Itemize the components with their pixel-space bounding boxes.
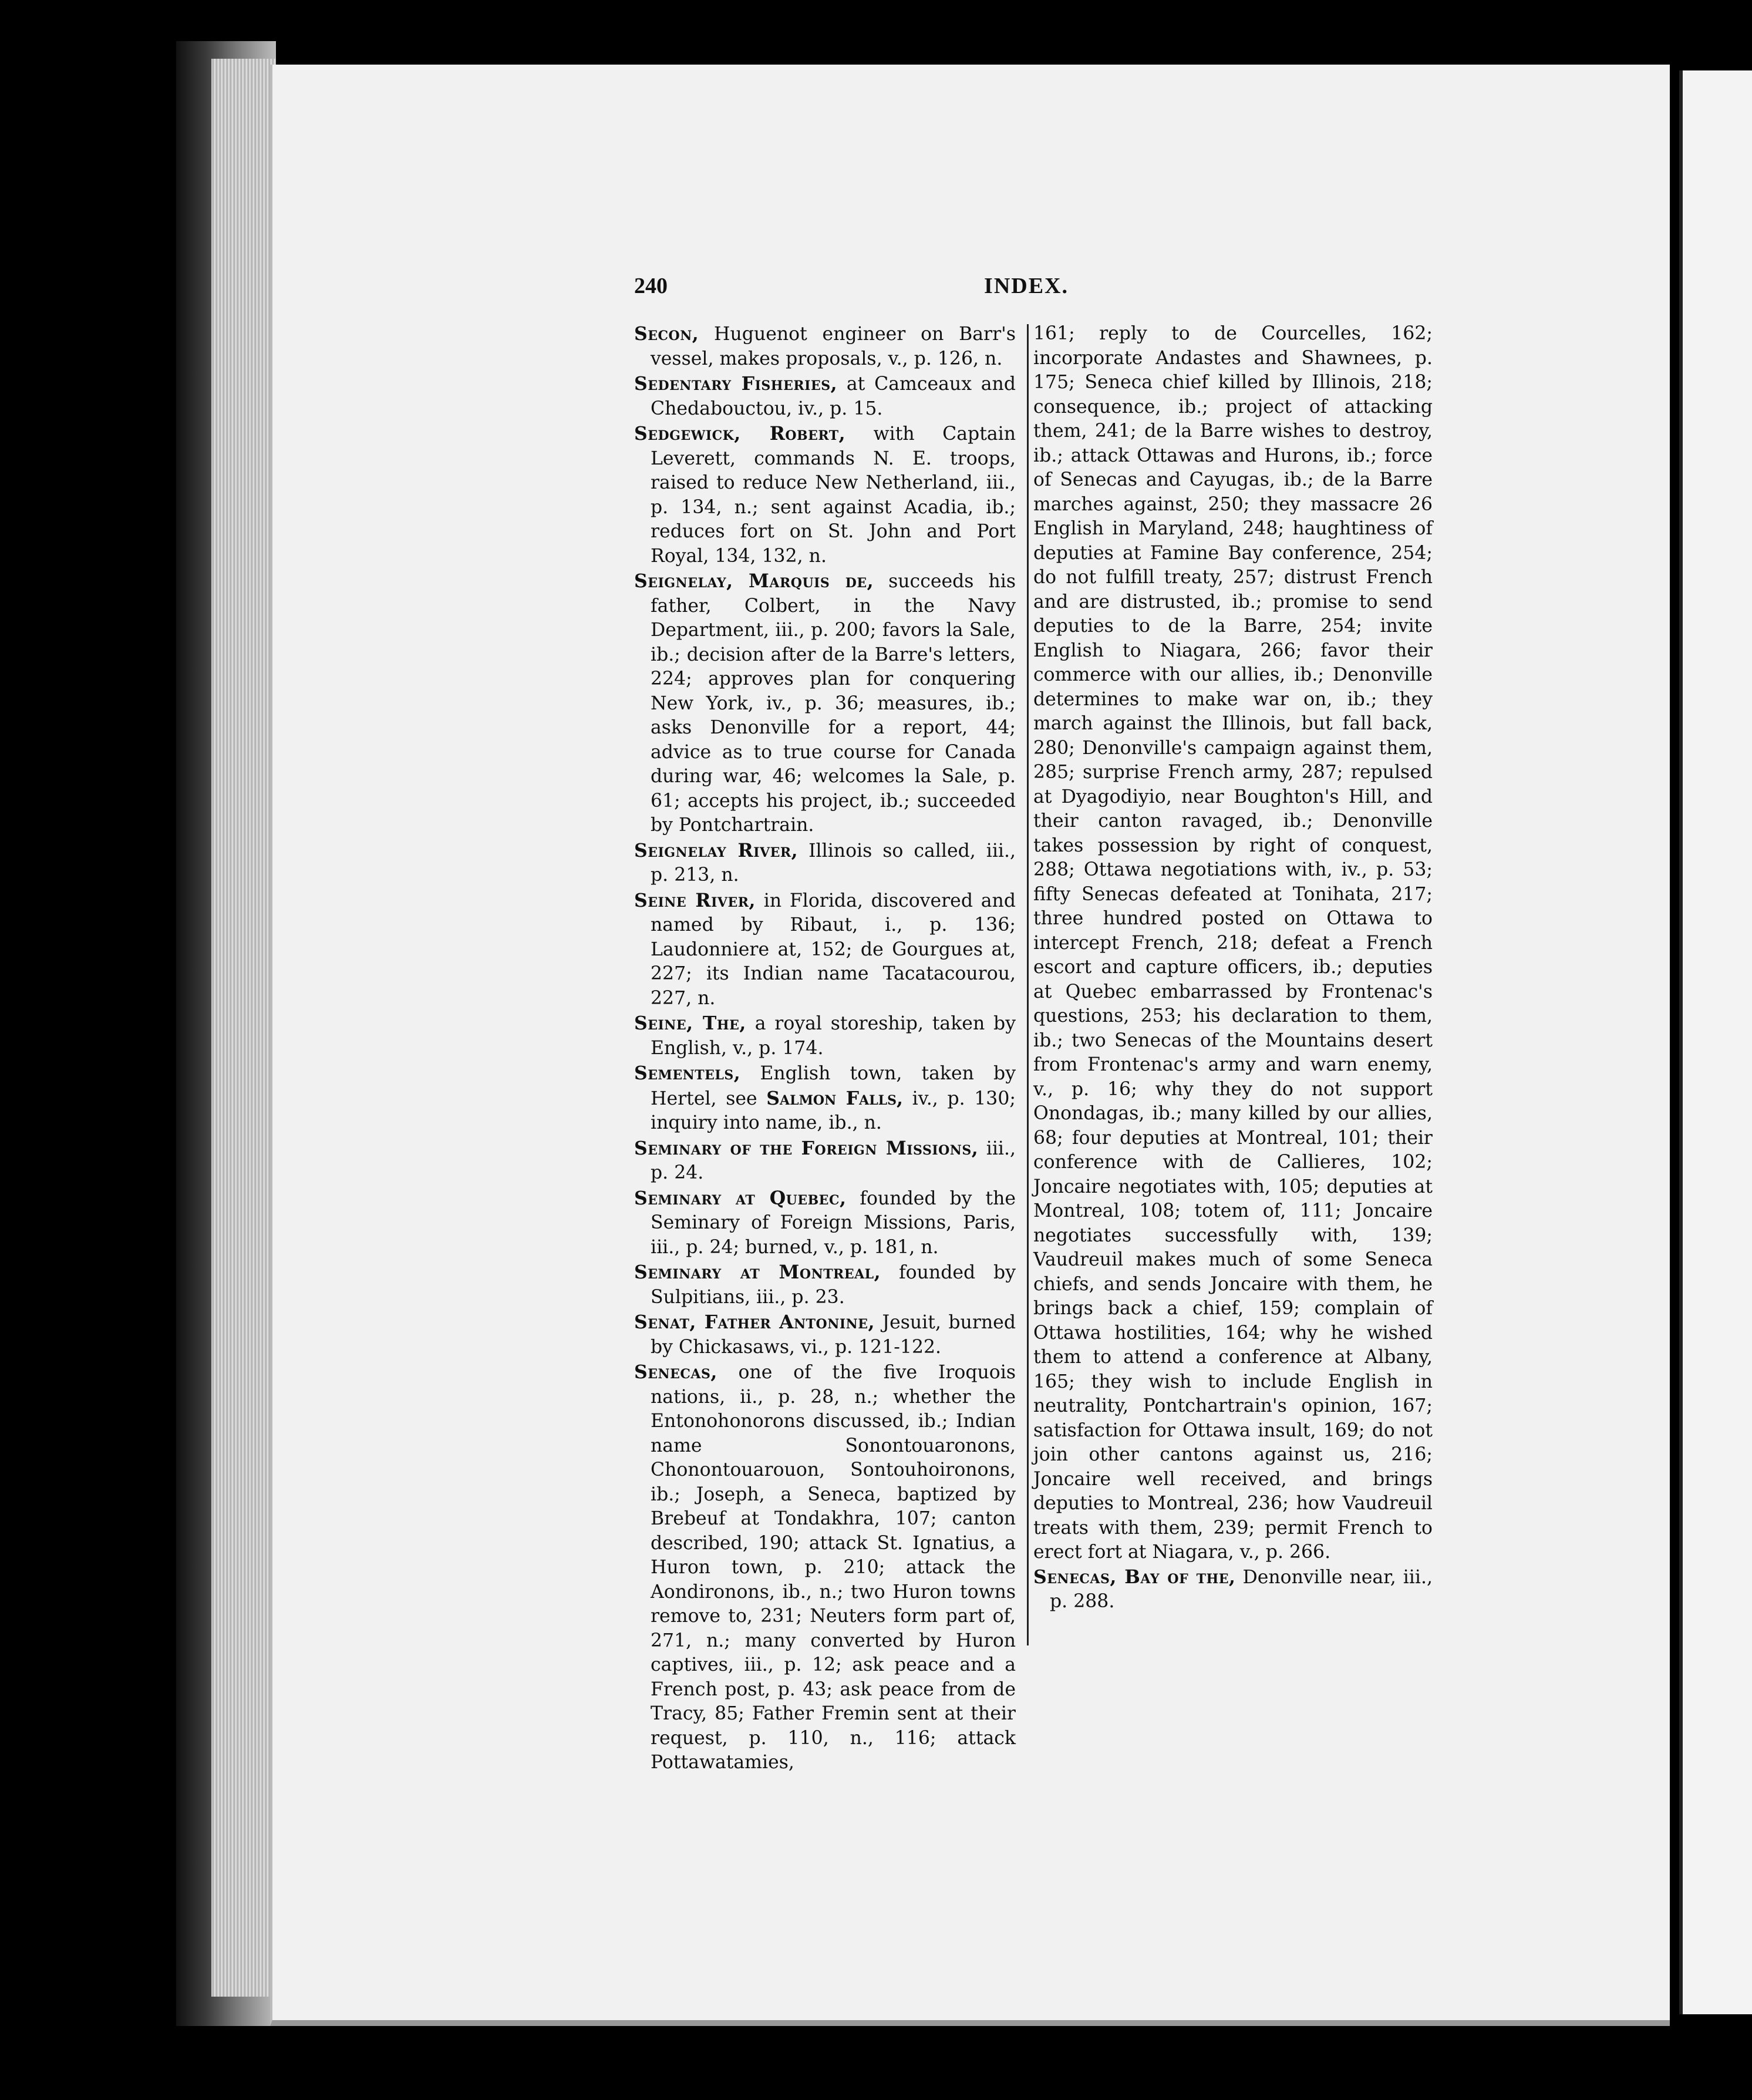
- index-entry-text: a royal storeship, taken by English, v., p. 174.: [651, 1013, 1016, 1059]
- index-entry: [634, 1011, 1016, 1061]
- index-headword: Senecas, Bay of the,: [1033, 1566, 1236, 1588]
- index-column-right: [1033, 322, 1433, 1615]
- index-entry-text: one of the five Iroquois nations, ii., p. 28, n.; whether the Entonohonorons discussed, ib.; Indian name Sonontouaronons, Chonontouarouon, Sontouhoironons, ib.; Joseph, a Seneca, baptized by Brebeuf at Tondakhra, 107; canton described, 190; attack St. Ignatius, a Huron town, p. 210; attack the Aondironons, ib., n.; two Huron towns remove to, 231; Neuters form part of, 271, n.; many converted by Huron captives, iii., p. 12; ask peace and a French post, p. 43; ask peace from de Tracy, 85; Father Fremin sent at their request, p. 110, n., 116; attack Pottawatamies,: [651, 1362, 1016, 1773]
- page-leaf-stack: [211, 59, 276, 1997]
- index-headword: Seignelay, Marquis de,: [634, 570, 874, 592]
- page-header: [634, 273, 1069, 308]
- index-entry-text: Illinois so called, iii., p. 213, n.: [651, 840, 1016, 886]
- page-number: 240: [634, 274, 668, 298]
- index-headword: Seminary at Quebec,: [634, 1187, 847, 1209]
- index-headword: Seignelay River,: [634, 839, 798, 861]
- index-entry: [634, 1260, 1016, 1310]
- running-head: INDEX.: [984, 274, 1069, 298]
- index-entry: [634, 569, 1016, 838]
- index-entry: [634, 322, 1016, 371]
- index-entry: [634, 1186, 1016, 1260]
- index-headword: Seine River,: [634, 889, 756, 911]
- index-entry-text: with Captain Leverett, commands N. E. troops, raised to reduce New Netherland, iii., p. 134, n.; sent against Acadia, ib.; reduces fort on St. John and Port Royal, 134, 132, n.: [651, 423, 1016, 567]
- index-entry: [634, 889, 1016, 1011]
- index-entry-text: 161; reply to de Courcelles, 162; incorporate Andastes and Shawnees, p. 175; Seneca chief killed by Illinois, 218; consequence, ib.; project of attacking them, 241; de la Barre wishes to destroy, ib.; attack Ottawas and Hurons, ib.; force of Senecas and Cayugas, ib.; de la Barre marches against, 250; they massacre 26 English in Maryland, 248; haughtiness of deputies at Famine Bay conference, 254; do not fulfill treaty, 257; distrust French and are distrusted, ib.; promise to send deputies to de la Barre, 254; invite English to Niagara, 266; favor their commerce with our allies, ib.; Denonville determines to make war on, ib.; they march against the Illinois, but fall back, 280; Denonville's campaign against them, 285; surprise French army, 287; repulsed at Dyagodiyio, near Boughton's Hill, and their canton ravaged, ib.; Denonville takes possession by right of conquest, 288; Ottawa negotiations with, iv., p. 53; fifty Senecas defeated at Tonihata, 217; three hundred posted on Ottawa to intercept French, 218; defeat a French escort and capture officers, ib.; deputies at Quebec embarrassed by Frontenac's questions, 253; his declaration to them, ib.; two Senecas of the Mountains desert from Frontenac's army and warn enemy, v., p. 16; why they do not support Onondagas, ib.; many killed by our allies, 68; four deputies at Montreal, 101; their conference with de Callieres, 102; Joncaire negotiates with, 105; deputies at Montreal, 108; totem of, 111; Joncaire negotiates successfully with, 139; Vaudreuil makes much of some Seneca chiefs, and sends Joncaire with them, he brings back a chief, 159; complain of Ottawa hostilities, 164; why he wished them to attend a conference at Albany, 165; they wish to include English in neutrality, Pontchartrain's opinion, 167; satisfaction for Ottawa insult, 169; do not join other cantons against us, 216; Joncaire well received, and brings deputies to Montreal, 236; how Vaudreuil treats with them, 239; permit French to erect fort at Niagara, v., p. 266.: [1033, 323, 1433, 1563]
- index-entry-continuation: [1033, 322, 1433, 1565]
- index-entry-text: Jesuit, burned by Chickasaws, vi., p. 121-122.: [651, 1312, 1016, 1358]
- index-entry: [634, 839, 1016, 888]
- index-entry-text: iv., p. 130; inquiry into name, ib., n.: [651, 1088, 1016, 1133]
- index-entry: [634, 1061, 1016, 1136]
- index-entry-text: iii., p. 24.: [651, 1138, 1016, 1183]
- index-entry: [634, 372, 1016, 421]
- column-divider: [1027, 324, 1029, 1645]
- index-headword: Seminary of the Foreign Missions,: [634, 1137, 979, 1159]
- facing-page-edge: [1679, 70, 1752, 2014]
- index-headword: Secon,: [634, 323, 699, 345]
- index-entry-text: founded by the Seminary of Foreign Missions, Paris, iii., p. 24; burned, v., p. 181, n.: [651, 1187, 1016, 1258]
- index-entry-text: at Camceaux and Chedabouctou, iv., p. 15.: [651, 373, 1016, 419]
- index-entry: [634, 1136, 1016, 1186]
- index-entry-text: Huguenot engineer on Barr's vessel, makes proposals, v., p. 126, n.: [651, 324, 1016, 369]
- index-entry-text: succeeds his father, Colbert, in the Navy Department, iii., p. 200; favors la Sale, ib.; decision after de la Barre's letters, 224; approves plan for conquering New York, iv., p. 36; measures, ib.; asks Denonville for a report, 44; advice as to true course for Canada during war, 46; welcomes la Sale, p. 61; accepts his project, ib.; succeeded by Pontchartrain.: [651, 571, 1016, 836]
- index-headword: Seine, The,: [634, 1012, 746, 1034]
- index-entry: [634, 422, 1016, 568]
- index-headword: Sedgewick, Robert,: [634, 423, 846, 445]
- index-headword: Sementels,: [634, 1062, 741, 1084]
- index-headword: Senecas,: [634, 1361, 717, 1383]
- index-headword: Sedentary Fisheries,: [634, 373, 838, 395]
- index-entry: [634, 1310, 1016, 1359]
- index-entry-text: founded by Sulpitians, iii., p. 23.: [651, 1262, 1016, 1308]
- index-entry-text: in Florida, discovered and named by Ribaut, i., p. 136; Laudonniere at, 152; de Gourgues at, 227; its Indian name Tacatacourou, 227, n.: [651, 890, 1016, 1009]
- index-entry-text: English town, taken by Hertel, see: [651, 1063, 1016, 1109]
- index-headword: Seminary at Montreal,: [634, 1261, 881, 1283]
- index-headword: Senat, Father Antonine,: [634, 1311, 875, 1333]
- index-entry: [634, 1360, 1016, 1775]
- index-entry-text: Denonville near, iii., p. 288.: [1050, 1566, 1433, 1612]
- cross-reference: Salmon Falls,: [766, 1087, 904, 1109]
- index-entry: [1033, 1565, 1433, 1614]
- index-column-left: [634, 322, 1016, 1776]
